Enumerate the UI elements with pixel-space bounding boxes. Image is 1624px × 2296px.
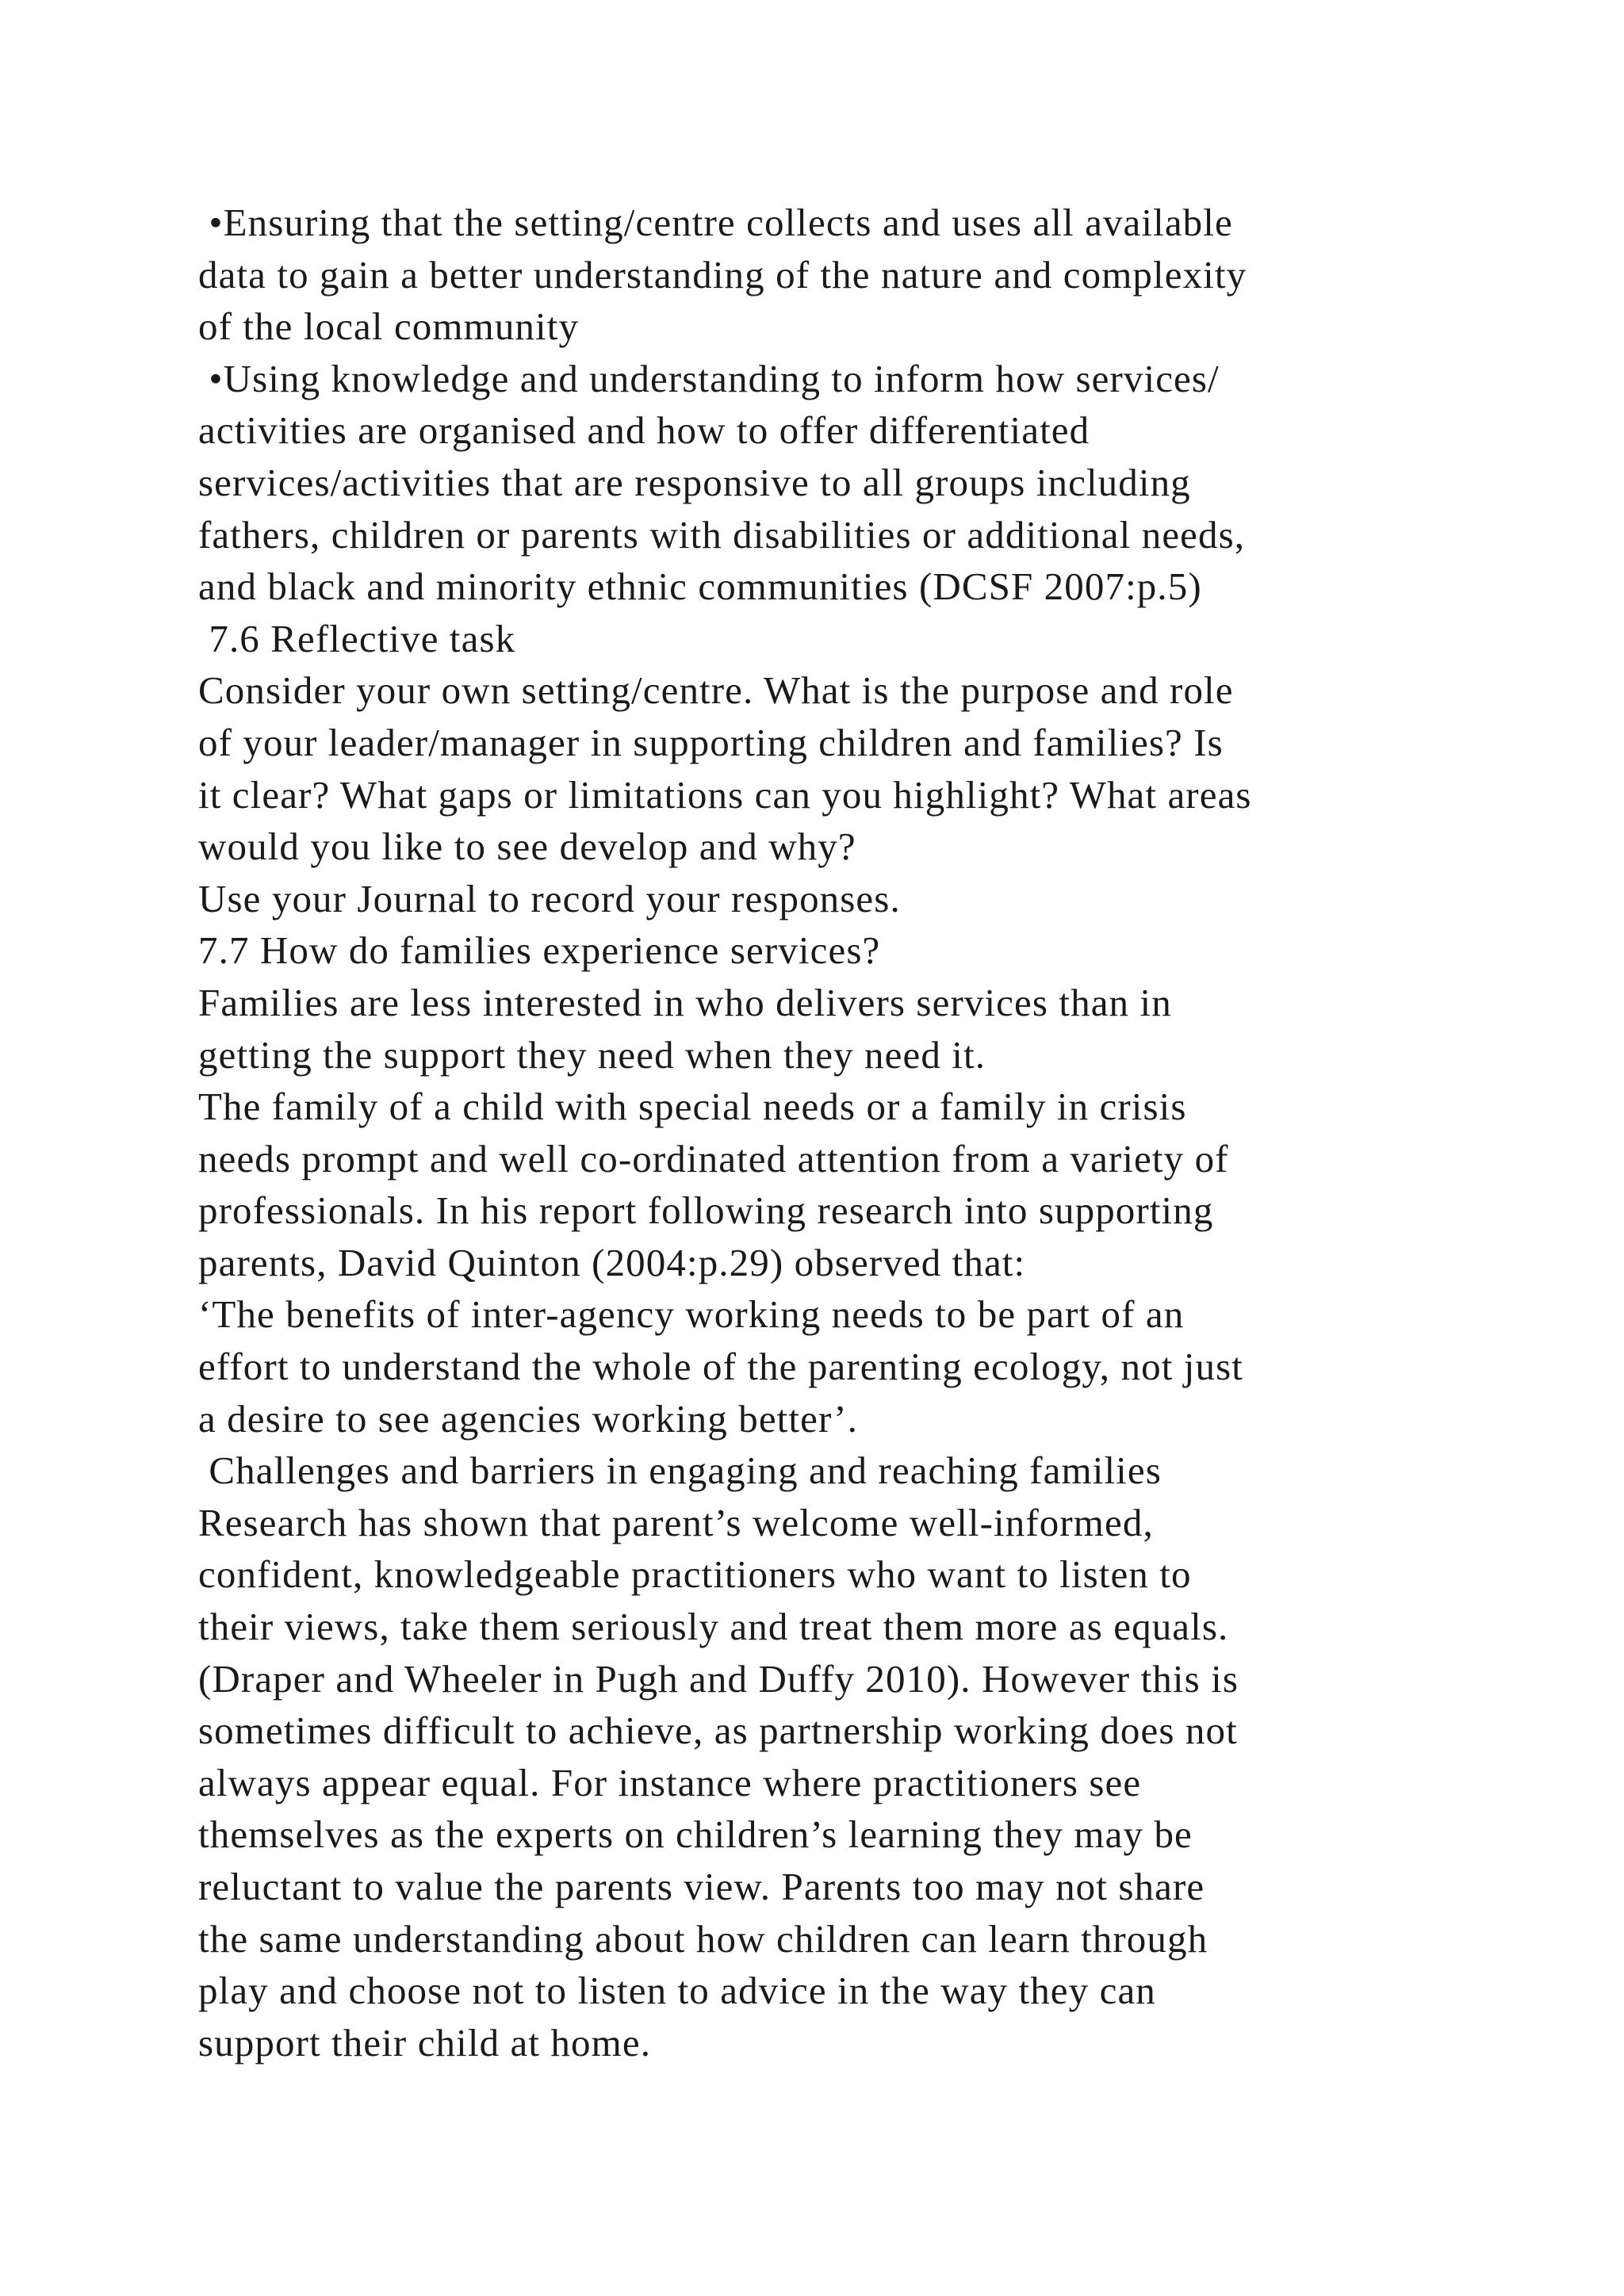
text-line: the same understanding about how children can learn through <box>198 1916 1208 1961</box>
text-line: Use your Journal to record your responses. <box>198 876 901 920</box>
text-line: support their child at home. <box>198 2020 652 2064</box>
text-line: getting the support they need when they need it. <box>198 1032 986 1077</box>
text-line: data to gain a better understanding of the nature and complexity <box>198 252 1247 297</box>
text-line: parents, David Quinton (2004:p.29) observed that: <box>198 1240 1026 1284</box>
text-line-bullet-ensuring: •Ensuring that the setting/centre collects and uses all available <box>198 201 1233 244</box>
text-line: play and choose not to listen to advice in the way they can <box>198 1969 1156 2013</box>
text-line: fathers, children or parents with disabilities or additional needs, <box>198 512 1246 557</box>
text-line: Research has shown that parent’s welcome well-informed, <box>198 1500 1154 1544</box>
quote-line: effort to understand the whole of the parenting ecology, not just <box>198 1345 1243 1389</box>
text-line: of your leader/manager in supporting children and families? Is <box>198 720 1224 764</box>
section-heading-challenges: Challenges and barriers in engaging and reaching families <box>198 1448 1162 1493</box>
quote-line: a desire to see agencies working better’. <box>198 1396 858 1441</box>
text-line: (Draper and Wheeler in Pugh and Duffy 2010). However this is <box>198 1656 1239 1701</box>
text-line: needs prompt and well co-ordinated attention from a variety of <box>198 1136 1229 1181</box>
text-line: themselves as the experts on children’s learning they may be <box>198 1812 1193 1857</box>
text-line: and black and minority ethnic communities (DCSF 2007:p.5) <box>198 564 1202 609</box>
text-line: Families are less interested in who delivers services than in <box>198 980 1172 1024</box>
text-line: Consider your own setting/centre. What is the purpose and role <box>198 668 1234 713</box>
text-line: confident, knowledgeable practitioners who want to listen to <box>198 1552 1192 1597</box>
text-line: it clear? What gaps or limitations can you highlight? What areas <box>198 772 1252 817</box>
text-line-bullet-using: •Using knowledge and understanding to inform how services/ <box>198 356 1220 400</box>
text-line: always appear equal. For instance where practitioners see <box>198 1760 1142 1804</box>
text-line: activities are organised and how to offer differentiated <box>198 408 1090 453</box>
text-line: reluctant to value the parents view. Parents too may not share <box>198 1865 1205 1908</box>
text-line: their views, take them seriously and treat them more as equals. <box>198 1605 1229 1649</box>
quote-line: ‘The benefits of inter-agency working needs to be part of an <box>198 1292 1185 1337</box>
text-line: professionals. In his report following research into supporting <box>198 1188 1214 1233</box>
text-line: services/activities that are responsive to all groups including <box>198 460 1191 504</box>
text-line: would you like to see develop and why? <box>198 825 856 869</box>
document-body <box>198 197 1530 2068</box>
section-heading-reflective-task: 7.6 Reflective task <box>198 616 516 660</box>
text-line: sometimes difficult to achieve, as partnership working does not <box>198 1709 1238 1753</box>
section-heading-families-experience: 7.7 How do families experience services? <box>198 928 881 973</box>
text-line: The family of a child with special needs or a family in crisis <box>198 1085 1187 1129</box>
text-line: of the local community <box>198 304 580 349</box>
